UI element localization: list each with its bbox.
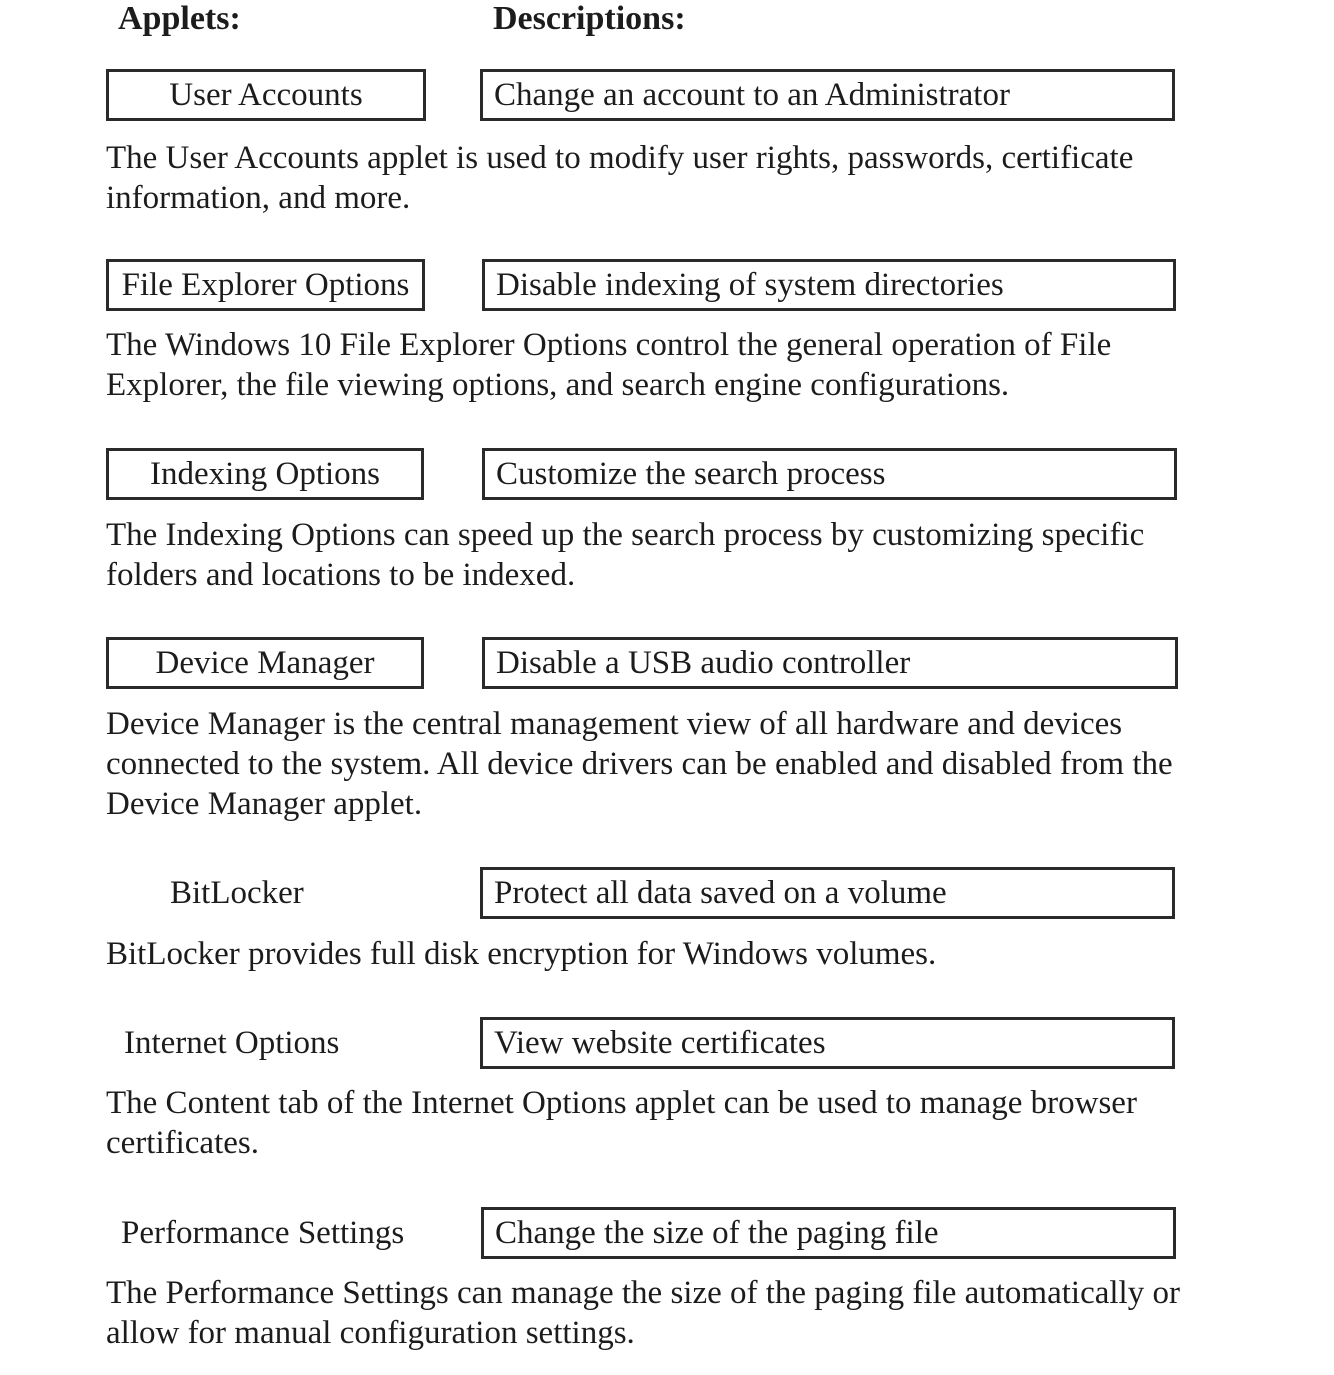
explanation-user-accounts: The User Accounts applet is used to modify user rights, passwords, certificate information, and more.: [106, 140, 1134, 216]
explanation-performance-settings: The Performance Settings can manage the size of the paging file automatically or allow for manual configuration settings.: [106, 1275, 1180, 1351]
explanation-indexing-options: The Indexing Options can speed up the search process by customizing specific folders and locations to be indexed.: [106, 517, 1145, 593]
description-box-performance-settings[interactable]: Change the size of the paging file: [481, 1207, 1176, 1259]
applet-label-bitlocker[interactable]: BitLocker: [170, 875, 304, 911]
explanation-bitlocker: BitLocker provides full disk encryption for Windows volumes.: [106, 936, 937, 972]
description-box-user-accounts[interactable]: Change an account to an Administrator: [480, 69, 1175, 121]
description-box-indexing-options[interactable]: Customize the search process: [482, 448, 1177, 500]
applets-header: Applets:: [118, 0, 241, 37]
applet-box-user-accounts[interactable]: User Accounts: [106, 69, 426, 121]
applet-box-indexing-options[interactable]: Indexing Options: [106, 448, 424, 500]
description-box-device-manager[interactable]: Disable a USB audio controller: [482, 637, 1178, 689]
applet-box-file-explorer-options[interactable]: File Explorer Options: [106, 259, 425, 311]
applet-label-internet-options[interactable]: Internet Options: [124, 1025, 340, 1061]
explanation-file-explorer-options: The Windows 10 File Explorer Options control the general operation of File Explorer, the file viewing options, and search engine configurations.: [106, 327, 1112, 403]
explanation-internet-options: The Content tab of the Internet Options applet can be used to manage browser certificates.: [106, 1085, 1137, 1161]
applet-box-device-manager[interactable]: Device Manager: [106, 637, 424, 689]
descriptions-header: Descriptions:: [493, 0, 686, 37]
description-box-bitlocker[interactable]: Protect all data saved on a volume: [480, 867, 1175, 919]
explanation-device-manager: Device Manager is the central management view of all hardware and devices connected to the system. All device drivers can be enabled and disabled from the Device Manager applet.: [106, 706, 1173, 822]
description-box-file-explorer-options[interactable]: Disable indexing of system directories: [482, 259, 1176, 311]
description-box-internet-options[interactable]: View website certificates: [480, 1017, 1175, 1069]
applet-label-performance-settings[interactable]: Performance Settings: [121, 1215, 405, 1251]
